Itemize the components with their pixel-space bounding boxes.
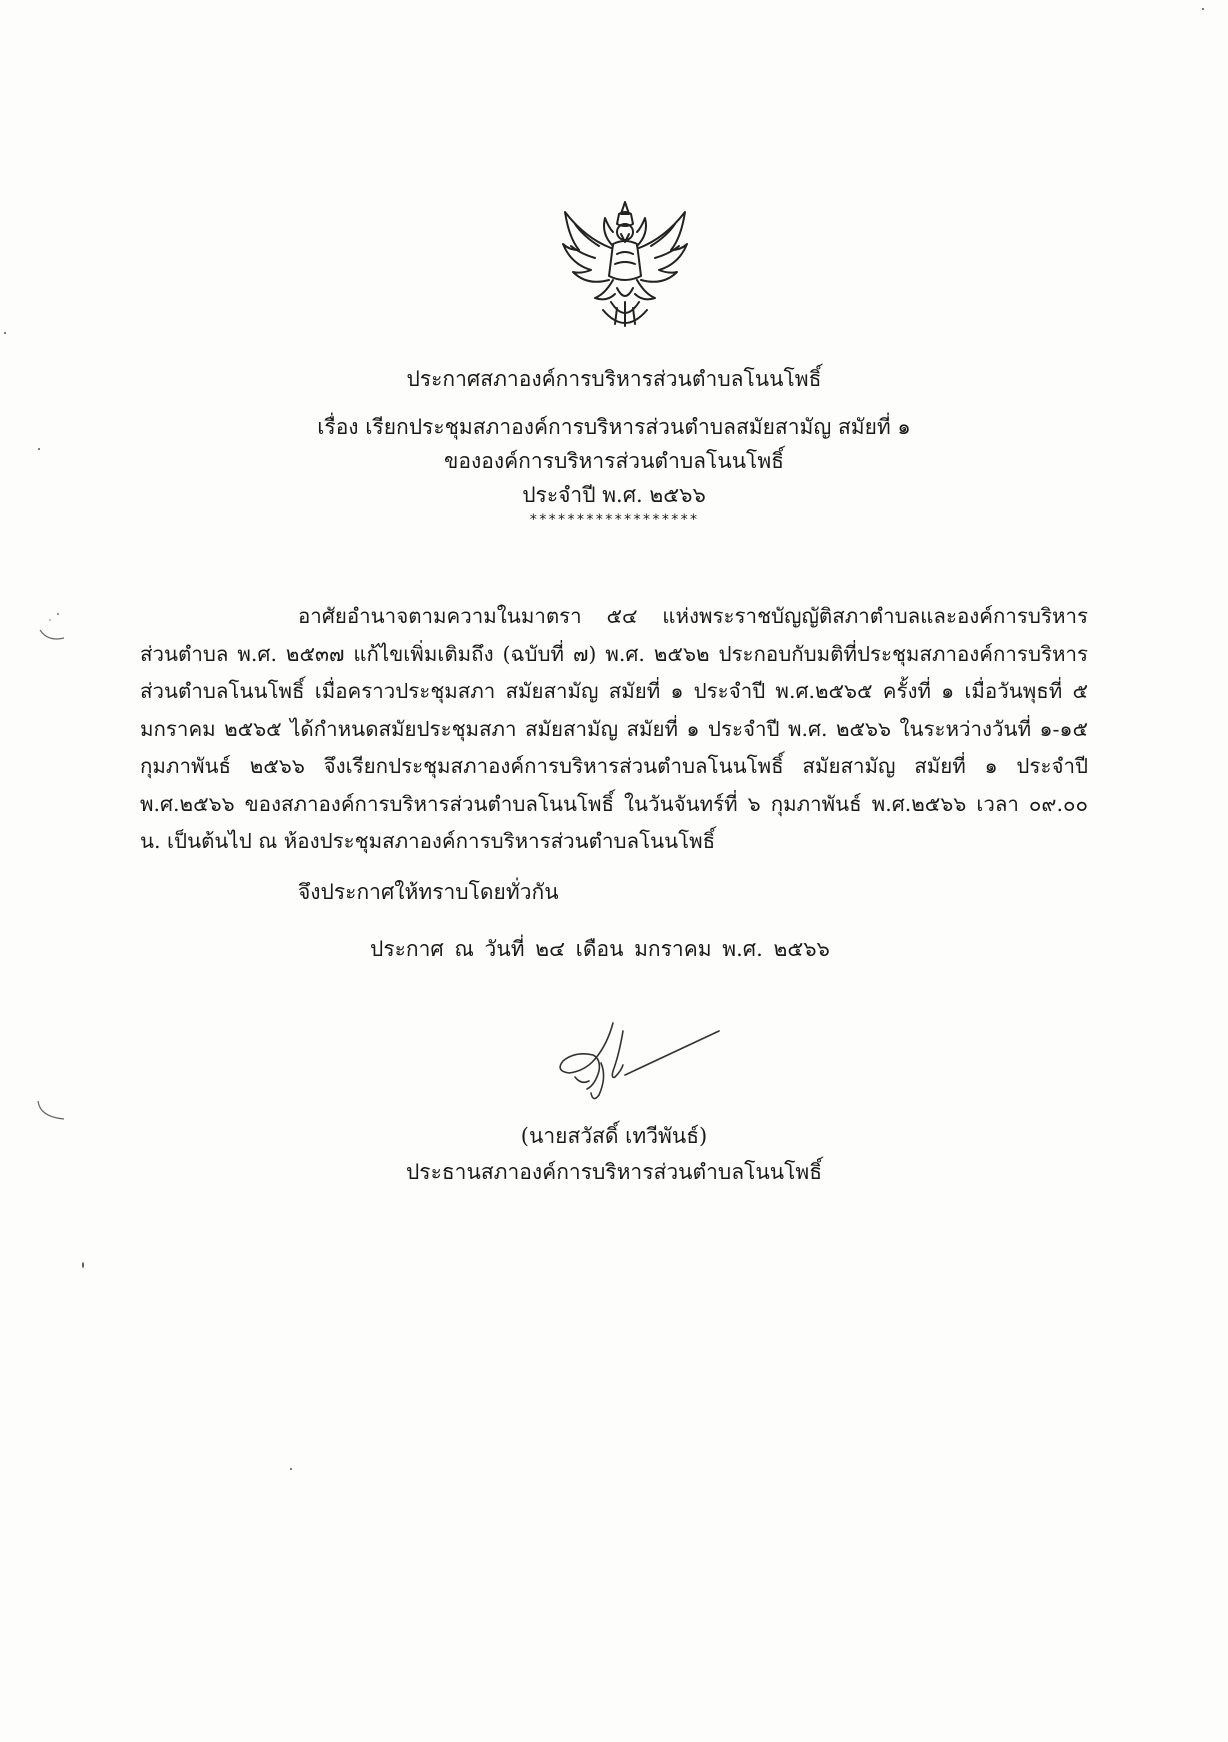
scan-speck xyxy=(38,448,40,450)
scan-mark xyxy=(30,600,80,650)
title-separator: ****************** xyxy=(529,512,699,528)
announcement-date: ประกาศ ณ วันที่ ๒๔ เดือน มกราคม พ.ศ. ๒๕๖๖ xyxy=(370,937,830,961)
scan-speck xyxy=(290,1468,292,1470)
announcement-subject: เรื่อง เรียกประชุมสภาองค์การบริหารส่วนตำบลสมัยสามัญ สมัยที่ ๑ xyxy=(317,415,911,439)
scan-mark xyxy=(30,1095,80,1135)
scan-speck xyxy=(4,332,6,334)
signer-position: ประธานสภาองค์การบริหารส่วนตำบลโนนโพธิ์ xyxy=(405,1160,823,1184)
announcement-fiscal-year: ประจำปี พ.ศ. ๒๕๖๖ xyxy=(522,483,706,507)
scan-speck xyxy=(1202,8,1204,10)
announcement-title: ประกาศสภาองค์การบริหารส่วนตำบลโนนโพธิ์ xyxy=(406,367,822,391)
announcement-body xyxy=(140,598,1088,861)
handwritten-signature-icon xyxy=(535,1015,735,1110)
closing-statement: จึงประกาศให้ทราบโดยทั่วกัน xyxy=(298,880,559,904)
body-paragraph: อาศัยอำนาจตามความในมาตรา ๕๔ แห่งพระราชบัญญัติสภาตำบลและองค์การบริหารส่วนตำบล พ.ศ. ๒๕๓๗ แก้ไขเพิ่มเติมถึง (ฉบับที่ ๗) พ.ศ. ๒๕๖๒ ประกอบกับมติที่ประชุมสภาองค์การบริหารส่วนตำบลโนนโพธิ์ เมื่อคราวประชุมสภา สมัยสามัญ สมัยที่ ๑ ประจำปี พ.ศ.๒๕๖๕ ครั้งที่ ๑ เมื่อวันพุธที่ ๕ มกราคม ๒๕๖๕ ได้กำหนดสมัยประชุมสภา สมัยสามัญ สมัยที่ ๑ ประจำปี พ.ศ. ๒๕๖๖ ในระหว่างวันที่ ๑-๑๕ กุมภาพันธ์ ๒๕๖๖ จึงเรียกประชุมสภาองค์การบริหารส่วนตำบลโนนโพธิ์ สมัยสามัญ สมัยที่ ๑ ประจำปี พ.ศ.๒๕๖๖ ของสภาองค์การบริหารส่วนตำบลโนนโพธิ์ ในวันจันทร์ที่ ๖ กุมภาพันธ์ พ.ศ.๒๕๖๖ เวลา ๐๙.๐๐ น. เป็นต้นไป ณ ห้องประชุมสภาองค์การบริหารส่วนตำบลโนนโพธิ์ xyxy=(140,604,1088,853)
garuda-emblem-icon xyxy=(555,198,695,338)
signer-name: (นายสวัสดิ์ เทวีพันธ์) xyxy=(520,1124,708,1148)
announcement-subject-organization: ขององค์การบริหารส่วนตำบลโนนโพธิ์ xyxy=(444,449,784,473)
scan-speck xyxy=(82,1262,84,1268)
